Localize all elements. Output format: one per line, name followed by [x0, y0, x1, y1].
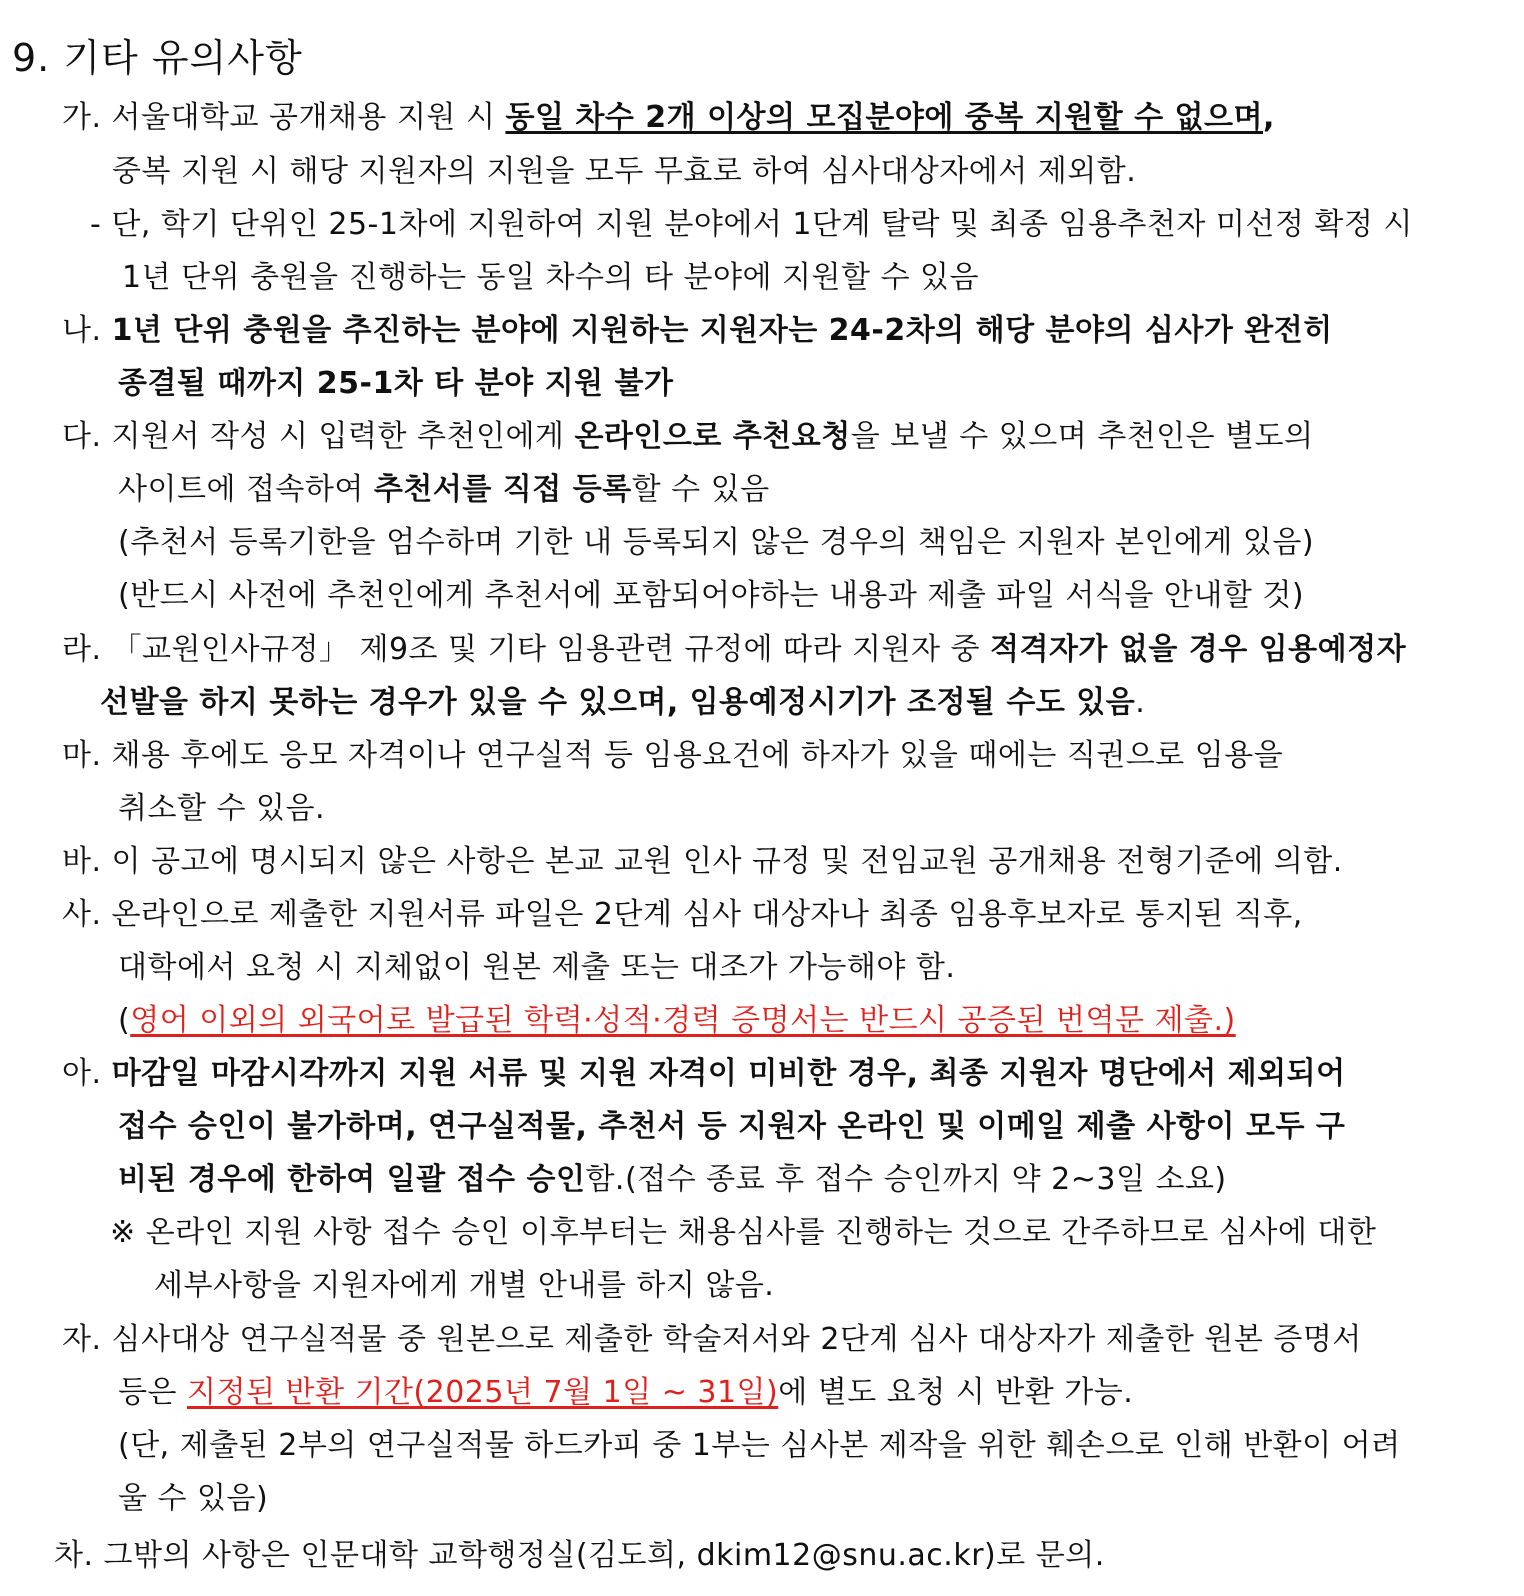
item-ja-line2 [118, 1373, 1133, 1413]
item-da-line2-a: 사이트에 접속하여 [118, 472, 374, 507]
item-ma-line2: 취소할 수 있음. [118, 791, 325, 826]
item-ga-line1-emphasis: 동일 차수 2개 이상의 모집분야에 중복 지원할 수 없으며 [505, 100, 1263, 135]
item-ra-line2 [100, 683, 1145, 723]
item-ja-line2-a: 등은 [118, 1375, 187, 1410]
section-title: 9. 기타 유의사항 [12, 36, 303, 80]
item-na-line1-text: 1년 단위 충원을 추진하는 분야에 지원하는 지원자는 24-2차의 해당 분야의 심사가 완전히 [111, 313, 1333, 348]
item-da-note1: (추천서 등록기한을 엄수하며 기한 내 등록되지 않은 경우의 책임은 지원자 본인에게 있음) [118, 525, 1315, 560]
item-ra-line1-a: 라. 「교원인사규정」 제9조 및 기타 임용관련 규정에 따라 지원자 중 [62, 632, 990, 667]
item-a-line3 [118, 1160, 1227, 1200]
item-a-note-line1: ※ 온라인 지원 사항 접수 승인 이후부터는 채용심사를 진행하는 것으로 간주하므로 심사에 대한 [110, 1215, 1377, 1250]
item-a-line1 [62, 1054, 1346, 1094]
item-da-line2-c: 할 수 있음 [631, 472, 770, 507]
item-ra-line2-period: . [1135, 685, 1146, 720]
item-na-line1 [62, 311, 1333, 351]
item-sa-note [118, 1001, 1236, 1041]
item-na-prefix: 나. [62, 313, 112, 348]
item-da-line1-emphasis: 온라인으로 추천요청 [574, 419, 851, 454]
item-da-line2 [118, 470, 770, 510]
item-ga-line2: 중복 지원 시 해당 지원자의 지원을 모두 무효로 하여 심사대상자에서 제외함. [112, 154, 1137, 189]
item-a-line2: 접수 승인이 불가하며, 연구실적물, 추천서 등 지원자 온라인 및 이메일 제출 사항이 모두 구 [118, 1109, 1346, 1144]
item-ja-note1: (단, 제출된 2부의 연구실적물 하드카피 중 1부는 심사본 제작을 위한 훼손으로 인해 반환이 어려 [118, 1428, 1401, 1463]
item-ga-line1-text: 가. 서울대학교 공개채용 지원 시 [62, 100, 506, 135]
item-sa-note-open: ( [118, 1003, 131, 1038]
item-na-line2: 종결될 때까지 25-1차 타 분야 지원 불가 [118, 366, 674, 401]
item-ma-line1: 마. 채용 후에도 응모 자격이나 연구실적 등 임용요건에 하자가 있을 때에는 직권으로 임용을 [62, 738, 1284, 773]
item-ja-line2-red: 지정된 반환 기간(2025년 7월 1일 ~ 31일) [187, 1375, 779, 1410]
item-ga-sub-line2: 1년 단위 충원을 진행하는 동일 차수의 타 분야에 지원할 수 있음 [122, 260, 979, 295]
item-ja-line2-c: 에 별도 요청 시 반환 가능. [778, 1375, 1134, 1410]
item-sa-line2: 대학에서 요청 시 지체없이 원본 제출 또는 대조가 가능해야 함. [118, 950, 956, 985]
item-ra-line2-emphasis: 선발을 하지 못하는 경우가 있을 수 있으며, 임용예정시기가 조정될 수도 있음 [100, 685, 1136, 720]
item-ba-line1: 바. 이 공고에 명시되지 않은 사항은 본교 교원 인사 규정 및 전임교원 공개채용 전형기준에 의함. [62, 844, 1343, 879]
item-a-line3-rest: 함.(접수 종료 후 접수 승인까지 약 2~3일 소요) [585, 1162, 1227, 1197]
item-ga-sub-line1: - 단, 학기 단위인 25-1차에 지원하여 지원 분야에서 1단계 탈락 및 최종 임용추천자 미선정 확정 시 [90, 207, 1413, 242]
item-ja-note2: 울 수 있음) [118, 1481, 269, 1516]
item-ja-line1: 자. 심사대상 연구실적물 중 원본으로 제출한 학술저서와 2단계 심사 대상자가 제출한 원본 증명서 [62, 1322, 1362, 1357]
item-a-line3-emphasis: 비된 경우에 한하여 일괄 접수 승인 [118, 1162, 586, 1197]
item-a-prefix: 아. [62, 1056, 112, 1091]
item-sa-line1: 사. 온라인으로 제출한 지원서류 파일은 2단계 심사 대상자나 최종 임용후보자로 통지된 직후, [62, 897, 1303, 932]
item-ga-line1-comma: , [1262, 100, 1275, 135]
item-ra-line1 [62, 630, 1406, 670]
item-da-line2-emphasis: 추천서를 직접 등록 [373, 472, 632, 507]
item-da-line1-a: 다. 지원서 작성 시 입력한 추천인에게 [62, 419, 575, 454]
item-ga-line1 [62, 98, 1275, 138]
item-da-line1 [62, 417, 1314, 457]
item-a-note-line2: 세부사항을 지원자에게 개별 안내를 하지 않음. [154, 1268, 775, 1303]
item-ra-line1-emphasis: 적격자가 없을 경우 임용예정자 [989, 632, 1407, 667]
item-cha-line1: 차. 그밖의 사항은 인문대학 교학행정실(김도희, dkim12@snu.ac.kr)로 문의. [54, 1538, 1105, 1573]
item-da-line1-c: 을 보낼 수 있으며 추천인은 별도의 [850, 419, 1314, 454]
item-da-note2: (반드시 사전에 추천인에게 추천서에 포함되어야하는 내용과 제출 파일 서식을 안내할 것) [118, 578, 1305, 613]
item-sa-note-red: 영어 이외의 외국어로 발급된 학력·성적·경력 증명서는 반드시 공증된 번역문 제출.) [130, 1003, 1236, 1038]
item-a-line1-text: 마감일 마감시각까지 지원 서류 및 지원 자격이 미비한 경우, 최종 지원자 명단에서 제외되어 [111, 1056, 1346, 1091]
